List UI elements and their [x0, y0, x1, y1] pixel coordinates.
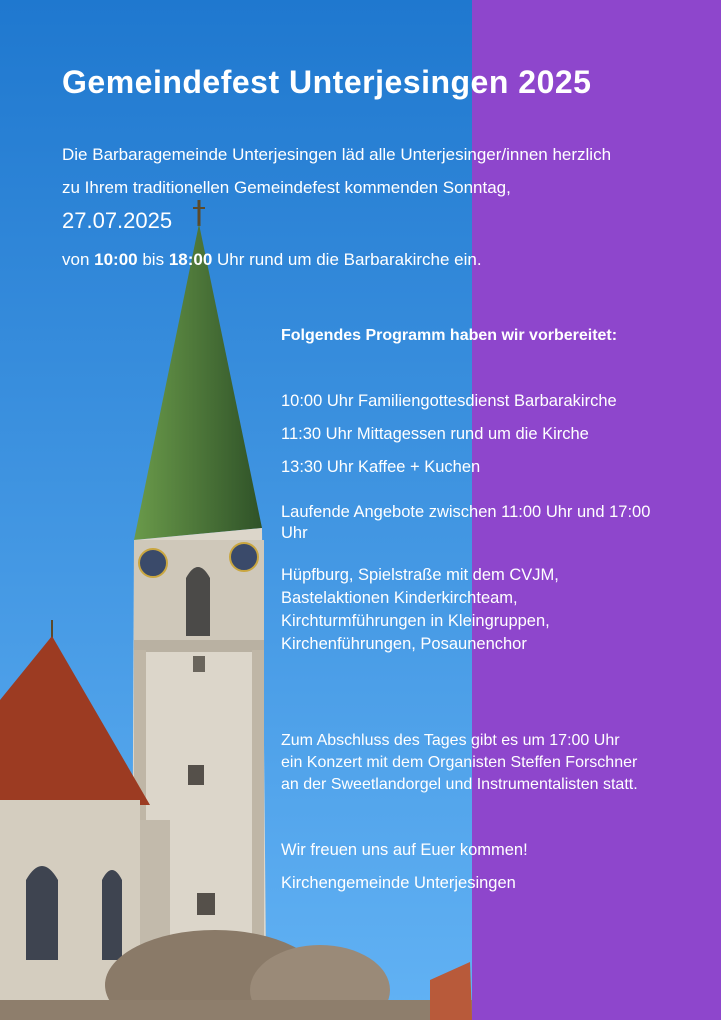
signature: Kirchengemeinde Unterjesingen [281, 874, 516, 892]
schedule-item: 13:30 Uhr Kaffee + Kuchen [281, 458, 481, 476]
belfry-window [186, 567, 210, 636]
time-start: 10:00 [94, 250, 138, 269]
schedule-item: 10:00 Uhr Familiengottesdienst Barbarakirche [281, 392, 617, 410]
time-suffix: Uhr rund um die Barbarakirche ein. [212, 250, 482, 269]
clock-left-icon [139, 549, 167, 577]
program-heading: Folgendes Programm haben wir vorbereitet: [281, 327, 618, 344]
time-mid: bis [137, 250, 169, 269]
page-title: Gemeindefest Unterjesingen 2025 [62, 64, 592, 100]
clock-right-icon [230, 543, 258, 571]
event-date: 27.07.2025 [62, 208, 173, 233]
closing-line: ein Konzert mit dem Organisten Steffen Forschner [281, 754, 638, 771]
activity-item: Kirchturmführungen in Kleingruppen, [281, 612, 550, 630]
activity-item: Hüpfburg, Spielstraße mit dem CVJM, [281, 566, 559, 584]
time-end: 18:00 [168, 250, 213, 269]
thanks-line: Wir freuen uns auf Euer kommen! [281, 841, 528, 859]
intro-line-2: zu Ihrem traditionellen Gemeindefest kommenden Sonntag, [62, 178, 511, 197]
closing-line: an der Sweetlandorgel und Instrumentalisten statt. [281, 776, 638, 793]
schedule-item: 11:30 Uhr Mittagessen rund um die Kirche [281, 425, 589, 443]
event-time [62, 250, 482, 270]
closing-line: Zum Abschluss des Tages gibt es um 17:00 Uhr [281, 732, 620, 749]
time-prefix: von [62, 250, 95, 269]
intro-line-1: Die Barbaragemeinde Unterjesingen läd alle Unterjesinger/innen herzlich [62, 145, 612, 164]
running-offers: Laufende Angebote zwischen 11:00 Uhr und 17:00 Uhr [281, 503, 651, 542]
activity-item: Bastelaktionen Kinderkirchteam, [281, 589, 518, 607]
activities-list [281, 564, 701, 656]
activity-item: Kirchenführungen, Posaunenchor [281, 635, 527, 653]
closing-concert [281, 730, 711, 796]
